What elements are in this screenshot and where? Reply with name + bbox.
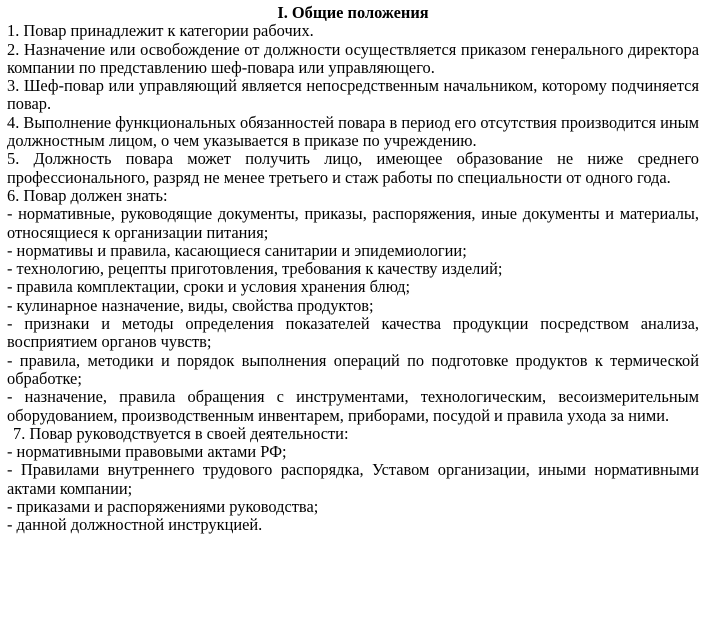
list-item-equipment-handling: - назначение, правила обращения с инструментами, технологическим, весоизмерительным оборудованием, производственным инвентарем, приборами, посудой и правила ухода за ними. (7, 387, 699, 425)
list-item-normative-docs: - нормативные, руководящие документы, приказы, распоряжения, иные документы и материалы, относящиеся к организации питания; (7, 204, 699, 242)
list-item-legal-acts: - нормативными правовыми актами РФ; (7, 442, 287, 462)
paragraph-5: 5. Должность повара может получить лицо, имеющее образование не ниже среднего профессионального, разряд не менее третьего и стаж работы по специальности от одного года. (7, 149, 699, 187)
paragraph-1: 1. Повар принадлежит к категории рабочих. (7, 21, 314, 41)
list-item-thermal-preparation: - правила, методики и порядок выполнения операций по подготовке продуктов к термической обработке; (7, 350, 699, 388)
list-item-quality-methods: - признаки и методы определения показателей качества продукции посредством анализа, восприятием органов чувств; (7, 314, 699, 352)
paragraph-7-heading: 7. Повар руководствуется в своей деятельности: (13, 423, 349, 443)
paragraph-4: 4. Выполнение функциональных обязанностей повара в период его отсутствия производится иным должностным лицом, о чем указывается в приказе по учреждению. (7, 112, 700, 151)
paragraph-3: 3. Шеф-повар или управляющий является непосредственным начальником, которому подчиняется повар. (7, 76, 699, 114)
paragraph-2: 2. Назначение или освобождение от должности осуществляется приказом генерального директора компании по представлению шеф-повара или управляющего. (7, 39, 699, 77)
list-item-storage-rules: - правила комплектации, сроки и условия хранения блюд; (7, 277, 411, 297)
section-title: I. Общие положения (277, 3, 429, 22)
list-item-management-orders: - приказами и распоряжениями руководства; (7, 497, 319, 517)
list-item-job-instruction: - данной должностной инструкцией. (7, 515, 263, 535)
list-item-technology: - технологию, рецепты приготовления, требования к качеству изделий; (7, 259, 503, 279)
list-item-sanitary-rules: - нормативы и правила, касающиеся санитарии и эпидемиологии; (7, 240, 467, 260)
paragraph-6-heading: 6. Повар должен знать: (7, 185, 168, 205)
list-item-culinary-purpose: - кулинарное назначение, виды, свойства продуктов; (7, 295, 374, 315)
list-item-internal-rules: - Правилами внутреннего трудового распорядка, Уставом организации, иными нормативными актами компании; (7, 460, 699, 498)
